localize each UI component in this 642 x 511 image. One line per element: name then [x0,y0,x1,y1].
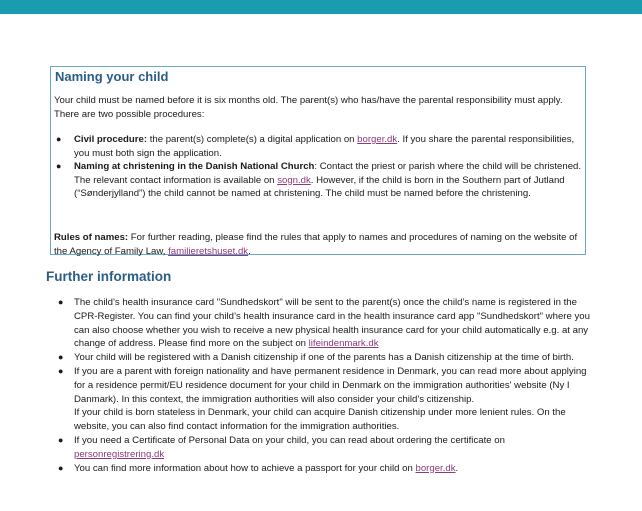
list-item: ● If you need a Certificate of Personal Data on your child, you can read about ordering the certificate on personregistrering.dk [58,434,505,460]
personregistrering-link[interactable]: personregistrering.dk [74,448,165,460]
naming-box-intro: Your child must be named before it is six months old. The parent(s) who has/have the parental responsibility must apply. There are two possible procedures: [54,95,563,120]
procedure-list [54,133,582,201]
familieretshuset-link[interactable]: familieretshuset.dk [168,245,249,257]
naming-info-box [50,66,586,255]
procedure-label: Naming at christening in the Danish National Church [74,161,315,172]
bullet-icon: ● [56,134,62,144]
naming-box-title: Naming your child [55,69,169,84]
lifeindenmark-link[interactable]: lifeindenmark.dk [308,338,379,350]
bullet-icon: ● [58,462,64,473]
procedure-civil: ● Civil procedure: the parent(s) complete(s) a digital application on borger.dk. If you share the parental responsibilities, you must both sign the application. [56,134,575,159]
bullet-icon: ● [58,365,64,376]
list-item: ● Your child will be registered with a Danish citizenship if one of the parents has a Danish citizenship at the time of birth. [58,352,574,364]
procedure-church: ● Naming at christening in the Danish National Church: Contact the priest or parish where the child will be christened. The relevant contact information is available on sogn.dk. However, if the child is born in the Southern part of Jutland (“Sønderjylland”) the child cannot be named at christening. The child must be named before the christening. [56,161,582,199]
bullet-icon: ● [56,161,62,171]
list-item: ● You can find more information about how to achieve a passport for your child on borger.dk. [58,462,459,474]
further-info-list [54,296,592,475]
bullet-icon: ● [58,434,64,445]
borger-passport-link[interactable]: borger.dk [415,462,456,474]
bullet-icon: ● [58,352,64,363]
rules-of-names: Rules of names: For further reading, please find the rules that apply to names and procedures of naming on the website of the Agency of Family Law, familieretshuset.dk. [54,232,578,257]
list-item: ● If you are a parent with foreign nationality and have permanent residence in Denmark, you can read more about applying for a residence permit/EU residence document for your child in Denmark on the immigration authorities' website (Ny I Danmark). In this context, the immigration authorities will also consider your child's citizenship. If your child is born stateless in Denmark, your child can acquire Danish citizenship under more lenient rules. On the website, you can also find contact information for the immigration authorities. [58,365,587,433]
list-item: ● The child’s health insurance card "Sundhedskort" will be sent to the parent(s) once the child’s name is registered in the CPR-Register. You can find your child’s health insurance card in the health insurance card app "Sundhedskort" where you can also choose whether you wish to receive a new physical health insurance card for your child automatically e.g. at any change of address. Please find more on the subject on lifeindenmark.dk [58,297,590,350]
further-info-title: Further information [46,269,172,284]
procedure-label: Civil procedure: [74,134,148,145]
top-accent-bar [0,0,642,14]
bullet-icon: ● [58,297,64,307]
borger-link[interactable]: borger.dk [357,134,398,145]
sogn-link[interactable]: sogn.dk [277,174,311,186]
